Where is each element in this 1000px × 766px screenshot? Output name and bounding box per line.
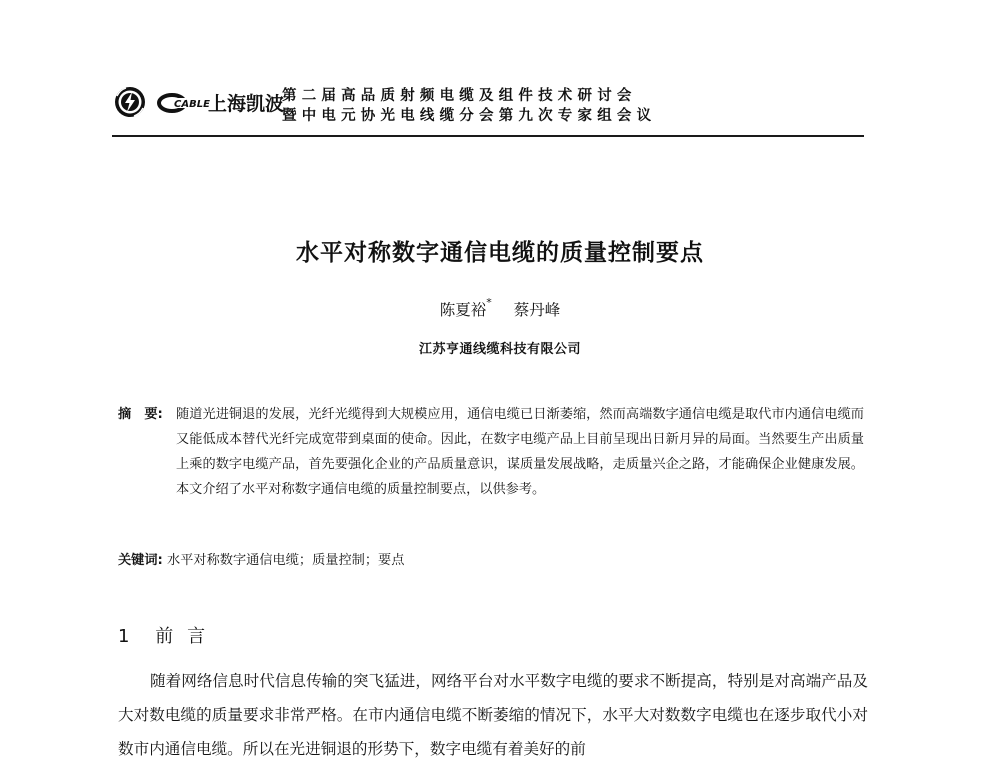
abstract-label: 摘 要: bbox=[118, 407, 163, 422]
header-divider bbox=[112, 135, 864, 137]
section-heading bbox=[118, 622, 219, 648]
author-affiliation: 江苏亨通线缆科技有限公司 bbox=[418, 342, 581, 357]
author-name: 蔡丹峰 bbox=[513, 301, 561, 319]
paper-title: 水平对称数字通信电缆的质量控制要点 bbox=[296, 240, 704, 266]
conference-title-line-2: 暨中电元协光电线缆分会第九次专家组会议 bbox=[282, 108, 657, 124]
section-number: 1 bbox=[118, 626, 130, 647]
keywords-text: 水平对称数字通信电缆；质量控制；要点 bbox=[167, 553, 405, 568]
abstract-text: 随道光进铜退的发展，光纤光缆得到大规模应用，通信电缆已日渐萎缩，然而高端数字通信电缆是取代市内通信电缆而又能低成本替代光纤完成宽带到桌面的使命。因此，在数字电缆产品上目前呈现出日新月异的局面。当然要生产出质量上乘的数字电缆产品，首先要强化企业的产品质量意识，谋质量发展战略，走质量兴企之路，才能确保企业健康发展。本文介绍了水平对称数字通信电缆的质量控制要点，以供参考。 bbox=[176, 407, 864, 497]
author-name: 陈夏裕 bbox=[439, 301, 487, 319]
corresponding-author-mark: * bbox=[486, 296, 492, 309]
lightning-emblem-icon bbox=[114, 86, 146, 118]
company-logo-text: 上海凯波 bbox=[208, 93, 285, 115]
keywords-line bbox=[118, 548, 870, 573]
logo-mark-text: CABLE bbox=[174, 99, 210, 110]
cable-brand-mark-icon bbox=[158, 93, 210, 113]
author-line bbox=[0, 298, 1000, 320]
keywords-label: 关键词: bbox=[118, 553, 163, 568]
conference-title-line-1: 第二届高品质射频电缆及组件技术研讨会 bbox=[282, 88, 637, 104]
section-title: 前言 bbox=[155, 626, 220, 647]
section-paragraph: 随着网络信息时代信息传输的突飞猛进，网络平台对水平数字电缆的要求不断提高，特别是对高端产品及大对数电缆的质量要求非常严格。在市内通信电缆不断萎缩的情况下，水平大对数数字电缆也在逐步取代小对数市内通信电缆。所以在光进铜退的形势下，数字电缆有着美好的前 bbox=[118, 672, 868, 758]
conference-header bbox=[112, 80, 864, 128]
